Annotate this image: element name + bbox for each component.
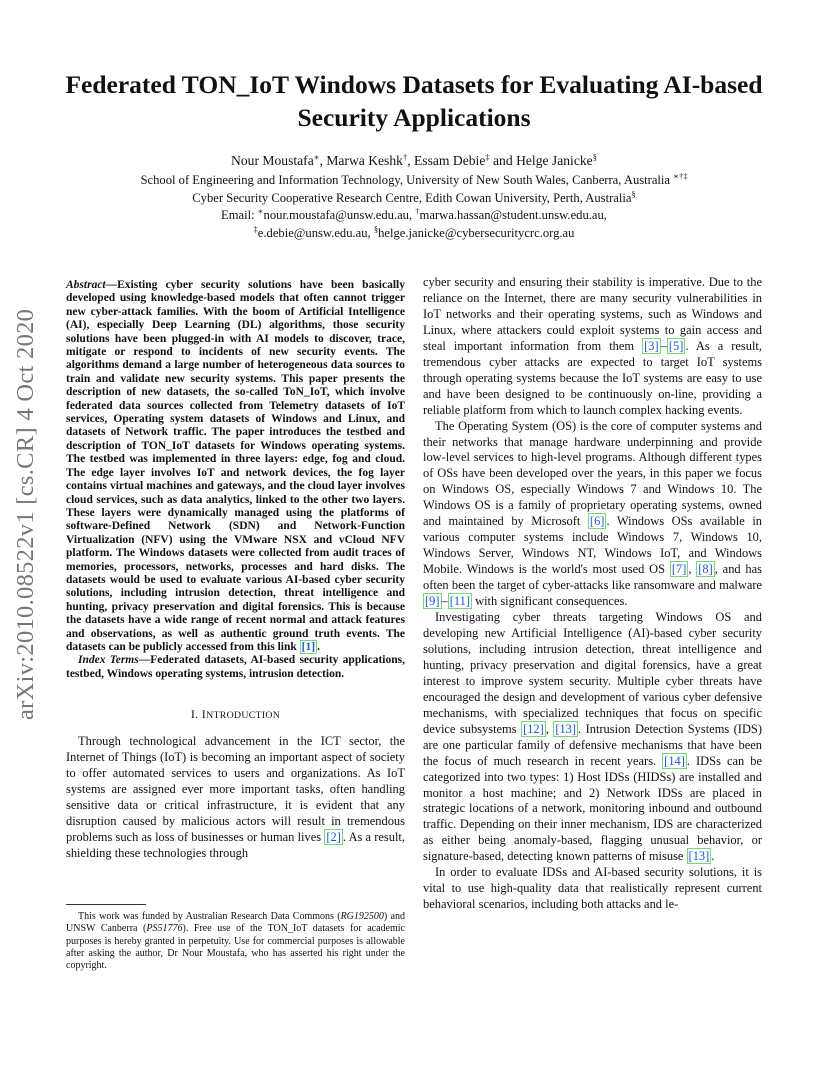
email-link[interactable]: nour.moustafa@unsw.edu.au, [263,208,413,223]
citation-link[interactable]: [12] [523,721,544,736]
author-2: Marwa Keshk [326,153,403,168]
affiliation-2: Cyber Security Cooperative Research Centre, Edith Cowan University, Perth, Australia§ [192,188,636,205]
email-link[interactable]: marwa.hassan@student.unsw.edu.au, [419,208,607,223]
arxiv-stamp: arXiv:2010.08522v1 [cs.CR] 4 Oct 2020 [12,308,39,720]
abstract: Abstract—Existing cyber security solutions have been basically developed using knowledge-based models that often cannot trigger new cyber-attack families. With the boom of Artificial Intelligence (AI), especially Deep Learning (DL) algorithms, those security solutions have been plugged-in with AI models to discover, trace, mitigate or respond to incidents of new security events. The algorithms demand a large number of heterogeneous data sources to train and validate new security systems. This paper presents the description of new datasets, the so-called ToN_IoT, which involve federated data sources collected from Telemetry datasets of IoT services, Operating system datasets of Windows and Linux, and datasets of Network traffic. The paper introduces the testbed and description of TON_IoT datasets for Windows operating systems. The testbed was implemented in three layers: edge, fog and cloud. The edge layer involves IoT and network devices, the fog layer contains virtual machines and gateways, and the cloud layer involves cloud services, such as data analytics, linked to the other two layers. These layers were dynamically managed using the platforms of software-Defined Network (SDN) and Network-Function Virtualization (NFV) using the VMware NSX and vCloud NFV platform. The Windows datasets were collected from audit traces of memories, processors, networks, processes and hard disks. The datasets would be used to evaluate various AI-based cyber security solutions, including intrusion detection, threat intelligence and hunting, privacy preservation and digital forensics. This is because the datasets have a wide range of recent normal and attack features and observations, as well as authentic ground truth events. The datasets can be publicly accessed from this link [1] . [66,279,405,653]
footnote-rule [66,904,146,905]
author-3: Essam Debie [414,153,486,168]
citation-link[interactable]: [13] [555,721,577,736]
body-paragraph: cyber security and ensuring their stability is imperative. Due to the reliance on the Internet, there are many security vulnerabilities in IoT networks and their operating systems, such as Windows and Linux, where attackers could exploit systems to gain access and steal important information from them [3] – [5] . As a result, tremendous cyber attacks are expected to target IoT systems through operating systems because the IoT systems are easy to use and have been designed to be continuously on-line, providing a reliable platform from which to launch complex hacking events. [423,275,762,417]
footnote: This work was funded by Australian Research Data Commons (RG192500) and UNSW Canberra (PS51776). Free use of the TON_IoT datasets for academic purposes is hereby granted in perpetuity. Use for commercial purposes is allowable after asking the author, Dr Nour Moustafa, who has asserted his right under the copyright. [66,911,405,972]
affiliations [60,172,768,242]
author-1: Nour Moustafa [231,153,314,168]
body-paragraph: Investigating cyber threats targeting Windows OS and developing new Artificial Intelligence (AI)-based cyber security solutions, including intrusion detection, threat intelligence and hunting, privacy preservation and digital forensics, have a great interest to improve system security. Multiple cyber threats have encouraged the design and development of various cyber defensive mechanisms, with specialized techniques that focus on specific device subsystems [12] , [13] . Intrusion Detection Systems (IDS) are one particular family of defensive mechanisms that have been the focus of much research in recent years. [14] . IDSs can be categorized into two types: 1) Host IDSs (HIDSs) are installed and monitor a host machine; and 2) Network IDSs are placed in strategic locations of a network, monitoring inbound and outbound traffic. Depending on their inner mechanism, IDS are characterized as either being anomaly-based, flagging unusual behavior, or signature-based, detecting known patterns of misuse [13] . [423,610,762,864]
citation-link[interactable]: [1] [301,640,316,653]
author-4: Helge Janicke [516,153,593,168]
citation-link[interactable]: [3] [644,338,659,353]
citation-link[interactable]: [6] [589,514,605,529]
section-heading-introduction: I. INTRODUCTION [190,707,281,722]
citation-link[interactable]: [8] [698,562,713,577]
affiliation-1: School of Engineering and Information Technology, University of New South Wales, Canberra, Australia ∗†‡ [140,171,688,187]
citation-link[interactable]: [7] [671,562,687,577]
right-column [423,275,762,913]
email-line-1: Email: ∗nour.moustafa@unsw.edu.au, †marwa.hassan@student.unsw.edu.au, [221,206,607,223]
citation-link[interactable]: [11] [449,594,470,609]
citation-link[interactable]: [5] [668,338,684,353]
author-list: Nour Moustafa∗, Marwa Keshk†, Essam Debie‡ and Helge Janicke§ [231,152,597,168]
paper-title: Federated TON_IoT Windows Datasets for Evaluating AI-based Security Applications [65,70,763,132]
index-terms: Index Terms—Federated datasets, AI-based security applications, testbed, Windows operating systems, intrusion detection. [66,654,405,680]
citation-link[interactable]: [2] [326,829,341,844]
body-paragraph: In order to evaluate IDSs and AI-based security solutions, it is vital to use high-quality data that realistically represent current behavioral scenarios, including both attacks and le- [423,865,762,912]
citation-link[interactable]: [13] [688,849,710,864]
citation-link[interactable]: [9] [425,594,440,609]
email-link[interactable]: helge.janicke@cybersecuritycrc.org.au [378,225,575,240]
citation-link[interactable]: [14] [664,753,685,768]
body-paragraph: The Operating System (OS) is the core of computer systems and their networks that manage hardware underpinning and provide low-level services to high-level programs. Although different types of OSs have been developed over the years, in this paper we focus on Windows OS, especially Windows 7 and Windows 10. The Windows OS is a family of proprietary operating systems, owned and maintained by Microsoft [6] . Windows OSs available in various computer systems include Windows 7, Windows 10, Windows Server, Windows NT, Windows IoT, and Windows Mobile. Windows is the world's most used OS [7] , [8] , and has often been the target of cyber-attacks like ransomware and malware [9] – [11] with significant consequences. [423,418,763,609]
email-link[interactable]: e.debie@unsw.edu.au, [257,225,371,240]
email-line-2: ‡e.debie@unsw.edu.au, §helge.janicke@cybersecuritycrc.org.au [253,223,575,240]
body-paragraph: Through technological advancement in the ICT sector, the Internet of Things (IoT) is becoming an important aspect of society to offer automated services to users and organizations. As IoT systems are assigned ever more important tasks, often handling sensitive data or critical infrastructure, it is evident that any disruption caused by malicious actors will result in tremendous problems such as loss of businesses or human lives [2] . As a result, shielding these technologies through [66,734,405,860]
left-column [66,279,405,862]
